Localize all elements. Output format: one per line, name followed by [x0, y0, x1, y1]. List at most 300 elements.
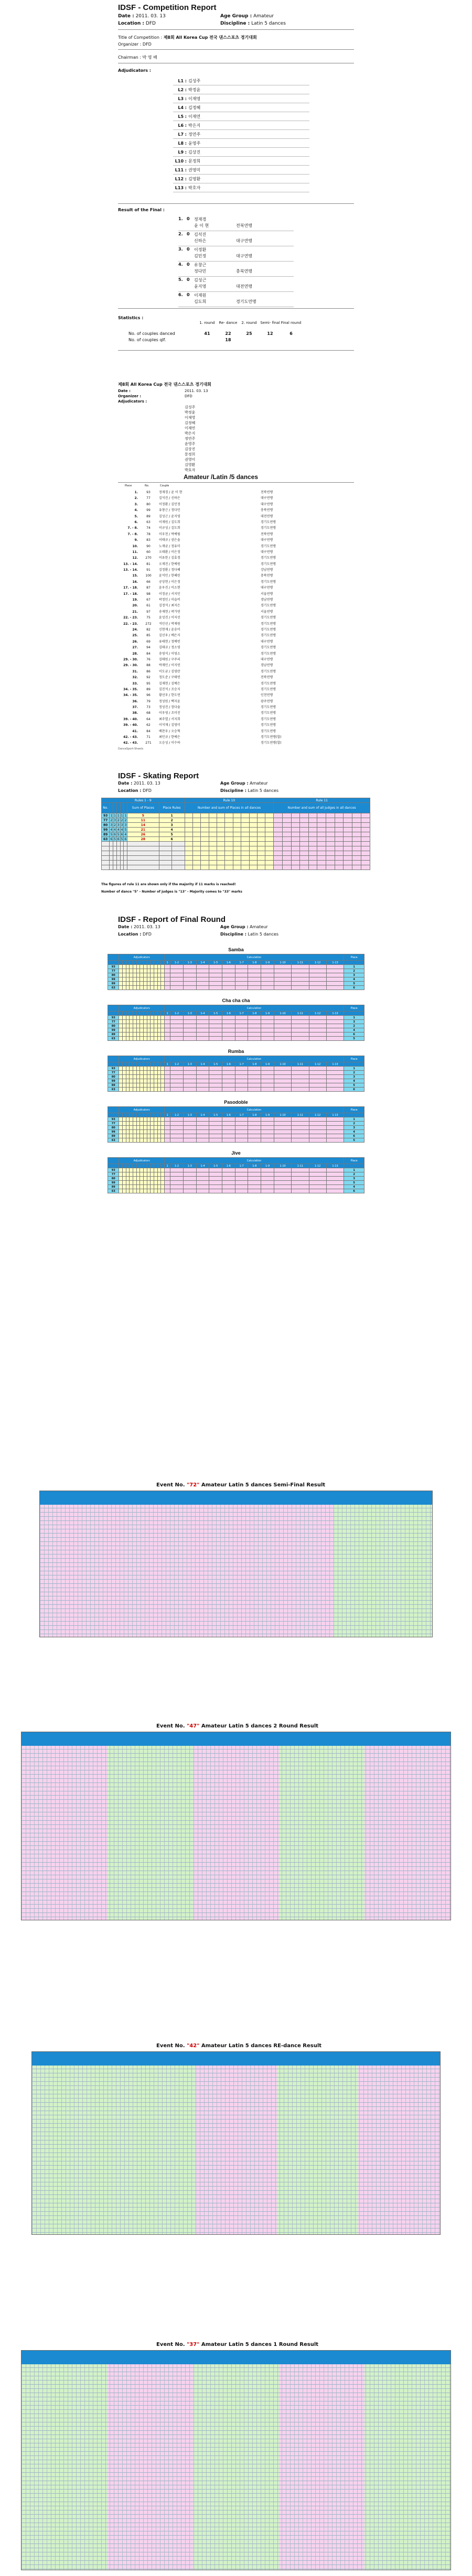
rule-10-cell: [241, 818, 249, 823]
calc-cell: [209, 1117, 222, 1122]
adj-mark: [147, 1079, 151, 1083]
adj-col: [133, 1113, 137, 1117]
adj-mark: [130, 986, 133, 990]
calc-cell: [209, 1138, 222, 1143]
calc-cell: [164, 1032, 170, 1037]
rule-10-cell: [209, 828, 217, 832]
calc-cell: [235, 1016, 248, 1020]
adj-mark: [154, 1016, 157, 1020]
skating-empty-cell: [102, 861, 110, 865]
adj-mark: [143, 1067, 147, 1071]
result-couple: 오태환 / 이은정: [159, 550, 180, 554]
result-couple: 김진석 / 조승지: [159, 687, 180, 691]
calc-cell: [183, 1016, 196, 1020]
calc-cell: [164, 1037, 170, 1041]
skating-empty-cell: [127, 865, 159, 870]
skating-empty-cell: [300, 856, 309, 861]
calc-cell: [292, 1075, 309, 1079]
adj-mark: [133, 1088, 137, 1092]
calc-cell: [170, 986, 184, 990]
skating-empty-cell: [282, 861, 291, 865]
rule-10-cell: [185, 818, 192, 823]
result-region: 대전연맹: [261, 514, 273, 518]
couple-no: 77: [108, 1122, 119, 1126]
skating-empty-cell: [317, 865, 326, 870]
calc-cell: [196, 1126, 209, 1130]
no-col: [108, 1056, 119, 1062]
adj-mark: [161, 1130, 165, 1134]
result-place: 25.: [132, 634, 138, 638]
calc-cell: [196, 1185, 209, 1189]
calc-cell: [309, 977, 326, 982]
rule-10-cell: [201, 832, 209, 837]
adj-mark: [123, 965, 126, 969]
calc-cell: [274, 1130, 291, 1134]
final-discipline-line: Discipline : Latin 5 dances: [220, 932, 279, 937]
result-region: 강남연맹: [261, 568, 273, 572]
skating-empty-cell: [274, 851, 283, 856]
calc-cell: [196, 1083, 209, 1088]
calc-cell: [309, 1168, 326, 1172]
adj-mark: [157, 1083, 161, 1088]
adjudicator-code: L11 :: [175, 167, 187, 172]
adj-mark: [133, 1126, 137, 1130]
adj-mark: [123, 1126, 126, 1130]
no-col: [108, 961, 119, 965]
adj-mark: [133, 1032, 137, 1037]
calc-col-header: 1-7: [235, 1062, 248, 1067]
adj-mark: [157, 1177, 161, 1181]
couple-no: 99: [108, 1181, 119, 1185]
result-couple: 김태규 / 정소영: [159, 646, 180, 650]
adj-mark: [154, 1117, 157, 1122]
calc-cell: [183, 1117, 196, 1122]
dance-row: [108, 977, 364, 982]
result-place: 17. - 18.: [123, 592, 138, 596]
calc-cell: [261, 1016, 274, 1020]
couple-no: 77: [108, 969, 119, 973]
skating-empty-cell: [274, 842, 283, 846]
calc-cell: [183, 969, 196, 973]
calc-cell: [196, 969, 209, 973]
skating-empty-cell: [361, 846, 370, 851]
calc-cell: [326, 973, 344, 977]
dance-place: 5: [344, 1138, 364, 1143]
adjudicators-header: Adjudicators: [119, 1005, 164, 1012]
result-couple: 이우천 / 박예림: [159, 532, 180, 536]
final-man: 김성근: [194, 278, 207, 282]
dance-place: 4: [344, 977, 364, 982]
summary-result-row: [118, 722, 354, 728]
rule-10-cell: [249, 832, 257, 837]
result-couple: 이규성 / 김도희: [159, 526, 180, 530]
calc-cell: [183, 1071, 196, 1075]
calc-cell: [209, 1024, 222, 1028]
calc-cell: [183, 977, 196, 982]
result-region: 경기도연맹: [261, 520, 276, 524]
adj-mark: [123, 1088, 126, 1092]
result-no: 63: [146, 520, 151, 524]
calc-cell: [170, 1088, 184, 1092]
skating-dance-place: 1: [117, 813, 120, 818]
adj-mark: [161, 965, 165, 969]
adj-col: [130, 961, 133, 965]
adj-col: [130, 1012, 133, 1016]
calc-col-header: 1-5: [209, 1113, 222, 1117]
calc-cell: [222, 1028, 235, 1032]
adj-col: [119, 1062, 123, 1067]
calc-cell: [292, 1122, 309, 1126]
calc-cell: [164, 1028, 170, 1032]
calc-cell: [209, 1122, 222, 1126]
calc-col-header: 1-7: [235, 1164, 248, 1168]
calc-cell: [309, 1134, 326, 1138]
adj-mark: [151, 977, 154, 982]
adj-mark: [140, 973, 144, 977]
adj-mark: [119, 1083, 123, 1088]
adj-mark: [126, 1130, 130, 1134]
calc-cell: [164, 969, 170, 973]
adj-mark: [157, 1122, 161, 1126]
skating-empty-cell: [344, 851, 352, 856]
competition-title-line: Title of Competition : 제8회 All Korea Cup 전국 댄스스포츠 경기대회: [118, 35, 257, 40]
dance-place: 3: [344, 1020, 364, 1024]
skating-empty-cell: [335, 856, 344, 861]
calc-cell: [222, 1067, 235, 1071]
calc-col-header: 1-8: [248, 1012, 261, 1016]
adjudicator-row: [173, 77, 309, 85]
result-place: 34. - 35.: [123, 693, 138, 698]
dance-col-header: [120, 803, 124, 813]
calc-cell: [309, 1126, 326, 1130]
skating-dance-place: 1: [110, 813, 113, 818]
adj-mark: [154, 1122, 157, 1126]
calc-cell: [292, 1083, 309, 1088]
calc-cell: [248, 1071, 261, 1075]
adj-mark: [157, 986, 161, 990]
summary-result-row: [118, 531, 354, 537]
calc-cell: [248, 1028, 261, 1032]
adjudicators-header: Adjudicators: [119, 1107, 164, 1113]
adj-mark: [133, 1024, 137, 1028]
result-region: 경기도연맹: [261, 711, 276, 715]
result-no: 84: [146, 729, 151, 733]
couple-no: 93: [108, 1117, 119, 1122]
couple-no: 99: [108, 1130, 119, 1134]
calc-col-header: 1-9: [261, 1164, 274, 1168]
result-region: 전북연맹: [261, 491, 273, 494]
summary-adjudicator: 김영환: [185, 463, 196, 467]
adj-mark: [123, 969, 126, 973]
skating-dance-place: 3: [114, 818, 116, 822]
adj-mark: [143, 1126, 147, 1130]
skating-dance-place: 1: [121, 813, 123, 818]
result-no: 82: [146, 627, 151, 632]
result-region: 서울연맹: [261, 610, 273, 614]
skating-empty-cell: [249, 861, 257, 865]
place-col: [344, 1113, 364, 1117]
result-couple: 이우영 / 조미진: [159, 711, 180, 715]
calc-cell: [209, 1189, 222, 1193]
adj-mark: [119, 1088, 123, 1092]
rule-11-cell: [274, 818, 283, 823]
result-no: 95: [146, 681, 151, 686]
calc-cell: [248, 1177, 261, 1181]
adj-mark: [133, 1071, 137, 1075]
result-no: 84: [146, 651, 151, 656]
grid-header: [32, 2052, 440, 2066]
adj-mark: [151, 1024, 154, 1028]
adj-mark: [147, 1126, 151, 1130]
calc-cell: [248, 1075, 261, 1079]
adjudicator-name: 이재연: [188, 114, 201, 119]
adj-mark: [130, 1024, 133, 1028]
adj-mark: [151, 1122, 154, 1126]
calc-cell: [170, 1185, 184, 1189]
skating-empty-cell: [291, 856, 300, 861]
calc-col-header: 1-9: [261, 1062, 274, 1067]
rule-11-cell: [300, 828, 309, 832]
adj-mark: [143, 1168, 147, 1172]
calc-cell: [235, 1083, 248, 1088]
adj-mark: [154, 1075, 157, 1079]
result-region: 인천연맹: [261, 693, 273, 698]
stats-row: [118, 338, 354, 344]
summary-result-row: [118, 651, 354, 657]
skating-empty-cell: [300, 842, 309, 846]
calc-cell: [222, 1075, 235, 1079]
adj-mark: [154, 1138, 157, 1143]
adj-mark: [143, 1138, 147, 1143]
calc-cell: [170, 1016, 184, 1020]
adjudicator-row: [173, 85, 309, 94]
result-couple: 석인선 / 박재원: [159, 622, 180, 626]
skating-empty-cell: [116, 846, 120, 851]
rule-11-cell: [282, 828, 291, 832]
adj-col: [123, 961, 126, 965]
calc-cell: [222, 1177, 235, 1181]
skating-couple-no: 80: [102, 823, 110, 828]
calc-cell: [248, 1088, 261, 1092]
dance-place: 5: [344, 1037, 364, 1041]
rules-1-9-header: Rules 1 - 9: [102, 798, 185, 803]
calc-cell: [222, 982, 235, 986]
calc-cell: [209, 1185, 222, 1189]
calc-cell: [326, 1075, 344, 1079]
calc-col-header: 1-11: [292, 1113, 309, 1117]
calc-cell: [164, 1185, 170, 1189]
calc-cell: [309, 965, 326, 969]
rule-11-cell: [308, 818, 317, 823]
dance-place: 1: [344, 1016, 364, 1020]
calc-cell: [209, 1016, 222, 1020]
calc-cell: [235, 965, 248, 969]
stats-col-header: Semi- final: [260, 321, 280, 325]
skating-place: 6: [159, 837, 185, 842]
calc-col-header: 1-9: [261, 961, 274, 965]
adj-mark: [151, 1126, 154, 1130]
skating-row: [102, 832, 370, 837]
skating-empty-row: [102, 861, 370, 865]
adj-mark: [123, 1028, 126, 1032]
calc-cell: [164, 965, 170, 969]
calc-cell: [261, 1117, 274, 1122]
calc-cell: [196, 1075, 209, 1079]
skating-empty-cell: [159, 842, 172, 846]
skating-empty-cell: [335, 842, 344, 846]
summary-date: 2011. 03. 13: [185, 389, 208, 393]
summary-result-row: [118, 549, 354, 555]
adjudicator-name: 김정혜: [188, 105, 201, 110]
skating-empty-cell: [201, 842, 209, 846]
result-region: 경기도연맹: [261, 544, 276, 548]
skating-empty-cell: [116, 851, 120, 856]
adj-mark: [136, 1138, 140, 1143]
calc-col-header: 1-12: [309, 1012, 326, 1016]
adj-mark: [147, 1117, 151, 1122]
result-no: 93: [146, 491, 151, 494]
rule-11-cell: [352, 832, 361, 837]
calc-cell: [164, 986, 170, 990]
calc-col-header: 1-10: [274, 1012, 291, 1016]
result-region: 경기도연맹: [261, 580, 276, 584]
calc-cell: [164, 973, 170, 977]
calc-cell: [309, 1071, 326, 1075]
couple-no: 80: [108, 1177, 119, 1181]
rule-11-cell: [317, 837, 326, 842]
skating-empty-cell: [225, 865, 233, 870]
rule-11-cell: [361, 828, 370, 832]
adj-mark: [133, 1134, 137, 1138]
no-col: [108, 1005, 119, 1012]
adj-mark: [126, 1032, 130, 1037]
adj-mark: [136, 1037, 140, 1041]
dance-row: [108, 1172, 364, 1177]
calc-cell: [292, 1177, 309, 1181]
adj-mark: [126, 977, 130, 982]
skating-no-header: No.: [102, 803, 110, 813]
adj-mark: [119, 1067, 123, 1071]
adj-mark: [140, 1032, 144, 1037]
final-location-line: Location : DFD: [118, 932, 152, 937]
adjudicator-name: 김영환: [188, 176, 201, 181]
result-place: 7. - 8.: [127, 526, 138, 530]
calc-cell: [183, 1083, 196, 1088]
adj-mark: [119, 1138, 123, 1143]
calc-col-header: 1-10: [274, 1113, 291, 1117]
skating-empty-cell: [241, 856, 249, 861]
dance-subheader-row: [108, 1062, 364, 1067]
skating-empty-cell: [361, 842, 370, 846]
adj-mark: [119, 1168, 123, 1172]
skating-empty-cell: [282, 856, 291, 861]
result-place: 21.: [132, 610, 138, 614]
calc-col-header: 1-4: [196, 961, 209, 965]
adj-col: [161, 961, 165, 965]
result-couple: 이정균 / 서지민: [159, 592, 180, 596]
calc-cell: [196, 1088, 209, 1092]
skating-empty-cell: [233, 861, 241, 865]
adj-col: [123, 1113, 126, 1117]
skating-empty-cell: [124, 856, 127, 861]
summary-result-row: [118, 621, 354, 627]
rule-10-sub: Number and sum of Places in all dances: [185, 803, 274, 813]
adj-col: [136, 1062, 140, 1067]
skating-dance-place: 6: [114, 832, 116, 836]
adj-mark: [140, 1189, 144, 1193]
calc-cell: [309, 1032, 326, 1037]
calc-cell: [326, 1185, 344, 1189]
adj-mark: [136, 1172, 140, 1177]
result-no: 97: [146, 610, 151, 614]
calc-cell: [196, 1122, 209, 1126]
skating-empty-cell: [249, 865, 257, 870]
stats-value: 25: [246, 331, 252, 336]
calc-cell: [170, 1075, 184, 1079]
calc-col-header: 1: [164, 1113, 170, 1117]
result-place: 26.: [132, 639, 138, 644]
calc-cell: [309, 973, 326, 977]
adj-mark: [161, 1075, 165, 1079]
adj-mark: [126, 1067, 130, 1071]
adj-col: [147, 1012, 151, 1016]
calc-cell: [222, 1185, 235, 1189]
event-grid-2: [21, 1732, 451, 1920]
adj-mark: [133, 1037, 137, 1041]
calc-cell: [274, 1071, 291, 1075]
summary-result-row: [118, 734, 354, 740]
skating-couple-no: 77: [102, 818, 110, 823]
result-region: 경기도연맹: [261, 681, 276, 686]
adj-mark: [126, 982, 130, 986]
final-no: 0: [187, 292, 190, 297]
adj-mark: [161, 1016, 165, 1020]
adj-mark: [147, 1130, 151, 1134]
summary-adjudicator: 김상진: [185, 447, 196, 451]
skating-empty-cell: [344, 842, 352, 846]
adj-mark: [123, 977, 126, 982]
adj-mark: [126, 1075, 130, 1079]
divider: [118, 203, 354, 204]
calc-cell: [292, 969, 309, 973]
skating-empty-cell: [265, 851, 274, 856]
rule-11-cell: [274, 823, 283, 828]
adj-col: [143, 1012, 147, 1016]
calc-cell: [292, 965, 309, 969]
calc-cell: [196, 1032, 209, 1037]
calc-cell: [164, 1067, 170, 1071]
calc-cell: [222, 973, 235, 977]
calc-cell: [274, 1016, 291, 1020]
result-place: 22. - 23.: [123, 616, 138, 620]
rule-10-cell: [201, 818, 209, 823]
calc-cell: [209, 1130, 222, 1134]
summary-result-row: [118, 633, 354, 638]
stats-row: [118, 331, 354, 338]
rule-10-cell: [233, 823, 241, 828]
calc-cell: [326, 1016, 344, 1020]
adjudicator-row: [173, 166, 309, 175]
skating-dance-place: 5: [114, 837, 116, 841]
skating-empty-cell: [361, 856, 370, 861]
dance-place: 6: [344, 1032, 364, 1037]
adj-col: [157, 1164, 161, 1168]
adj-mark: [143, 1020, 147, 1024]
skating-empty-cell: [308, 865, 317, 870]
adjudicator-code: L10 :: [175, 158, 187, 164]
adj-mark: [154, 1134, 157, 1138]
result-region: 경기도연맹: [261, 556, 276, 560]
